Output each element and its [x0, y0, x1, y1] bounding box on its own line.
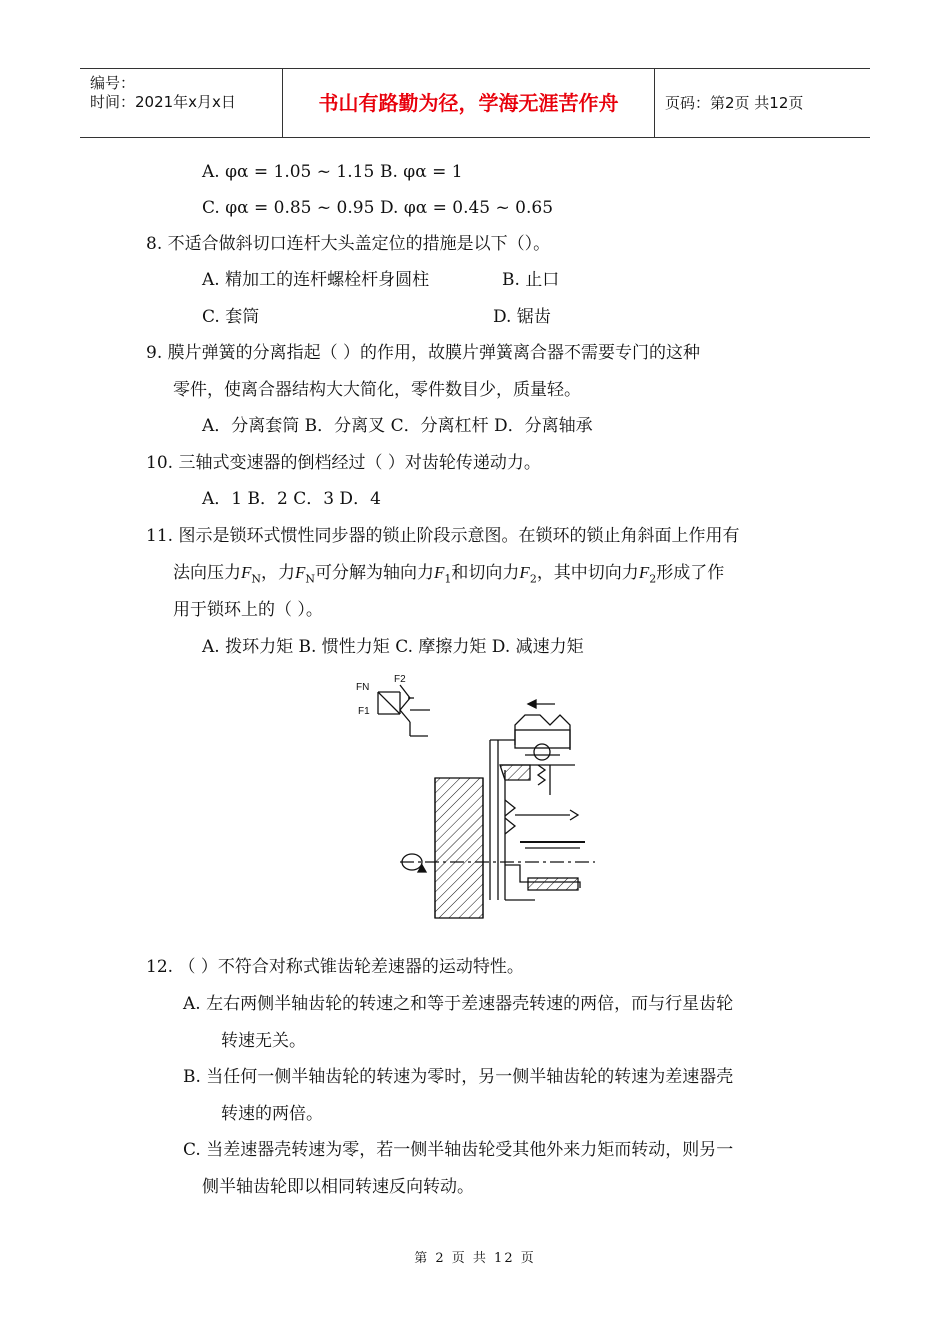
q7-option-c: C. φα = 0.85 ~ 0.95 — [202, 198, 375, 218]
gear-hatched — [435, 778, 483, 918]
q11-stem-line3: 用于锁环上的（ ）。 — [173, 600, 323, 620]
q12-option-c-line1: C. 当差速器壳转速为零，若一侧半轴齿轮受其他外来力矩而转动，则另一 — [183, 1140, 734, 1160]
header-motto: 书山有路勤为径，学海无涯苦作舟 — [283, 69, 655, 137]
lock-ring — [490, 740, 515, 900]
label-f2: F2 — [394, 674, 406, 685]
synchronizer-diagram — [350, 670, 600, 925]
engaging-teeth — [505, 800, 585, 848]
q12-option-b-line2: 转速的两倍。 — [221, 1104, 323, 1124]
q9-stem-line1: 9. 膜片弹簧的分离指起（ ）的作用，故膜片弹簧离合器不需要专门的这种 — [146, 343, 701, 363]
page-footer: 第 2 页 共 12 页 — [414, 1251, 536, 1266]
motion-arrow — [528, 700, 555, 708]
q9-options: A．分离套筒 B．分离叉 C．分离杠杆 D．分离轴承 — [202, 416, 593, 436]
q8-option-d: D. 锯齿 — [493, 307, 551, 327]
q8-option-a: A. 精加工的连杆螺栓杆身圆柱 — [202, 270, 430, 290]
q7-option-b: B. φα = 1 — [380, 162, 463, 182]
header-page-info: 页码：第2页 共12页 — [665, 94, 804, 112]
q12-option-c-line2: 侧半轴齿轮即以相同转速反向转动。 — [202, 1177, 474, 1197]
doc-number-label: 编号： — [90, 74, 136, 92]
q8-option-b: B. 止口 — [502, 270, 560, 290]
q12-option-b-line1: B. 当任何一侧半轴齿轮的转速为零时，另一侧半轴齿轮的转速为差速器壳 — [183, 1067, 734, 1087]
q10-stem: 10. 三轴式变速器的倒档经过（ ）对齿轮传递动力。 — [146, 453, 541, 473]
q10-options: A．1 B．2 C．3 D．4 — [202, 489, 381, 509]
q7-option-d: D. φα = 0.45 ~ 0.65 — [380, 198, 554, 218]
doc-time-label: 时间：2021年x月x日 — [90, 93, 236, 111]
q12-stem: 12. （ ）不符合对称式锥齿轮差速器的运动特性。 — [146, 957, 524, 977]
q11-stem-line1: 11. 图示是锁环式惯性同步器的锁止阶段示意图。在锁环的锁止角斜面上作用有 — [146, 526, 740, 546]
q8-option-c: C. 套筒 — [202, 307, 260, 327]
label-f1: F1 — [358, 706, 370, 717]
hub — [505, 865, 580, 900]
q11-stem-line2: 法向压力$F_N$，力$F_N$可分解为轴向力$F_1$和切向力$F_2$，其中切向力$F_2$形成了作 — [173, 563, 725, 586]
page-header — [80, 68, 870, 138]
q11-options: A. 拨环力矩 B. 惯性力矩 C. 摩擦力矩 D. 减速力矩 — [202, 637, 584, 657]
q12-option-a-line2: 转速无关。 — [221, 1031, 306, 1051]
q8-stem: 8. 不适合做斜切口连杆大头盖定位的措施是以下（）。 — [146, 234, 551, 254]
force-vector-sketch — [378, 685, 430, 736]
q9-stem-line2: 零件，使离合器结构大大简化，零件数目少，质量轻。 — [173, 380, 581, 400]
q12-option-a-line1: A. 左右两侧半轴齿轮的转速之和等于差速器壳转速的两倍，而与行星齿轮 — [183, 994, 734, 1014]
header-meta — [80, 69, 283, 137]
q7-option-a: A. φα = 1.05 ~ 1.15 — [202, 162, 375, 182]
sleeve — [500, 715, 575, 795]
label-fn: FN — [356, 682, 370, 693]
